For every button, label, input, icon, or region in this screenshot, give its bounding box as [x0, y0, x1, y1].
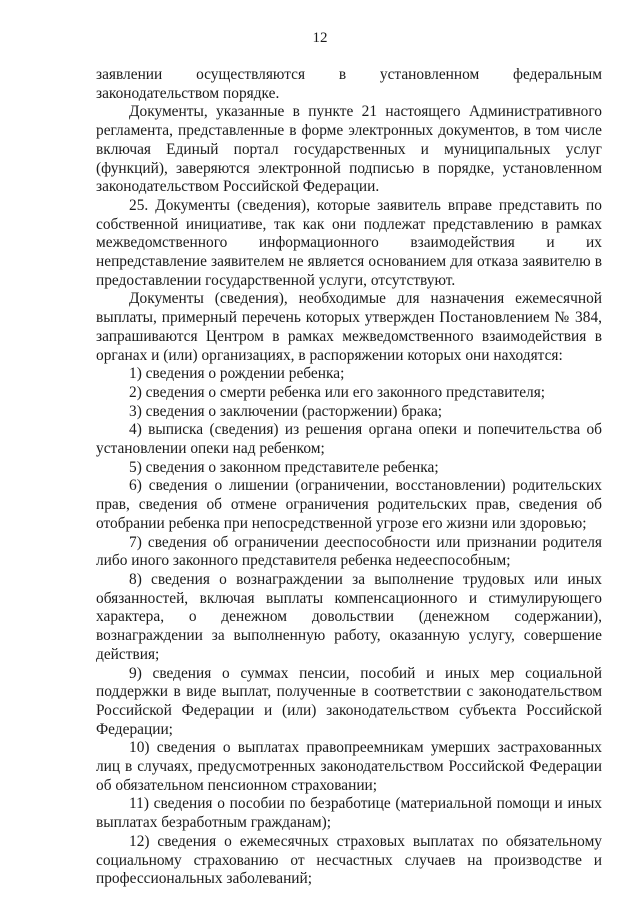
document-body — [96, 66, 602, 889]
list-item: 8) сведения о вознаграждении за выполнение трудовых или иных обязанностей, включая выплаты компенсационного и стимулирующего характера, о денежном довольствии (денежном содержании), вознаграждении за выполненную работу, оказанную услугу, совершение действия; — [96, 570, 602, 663]
page-number: 12 — [312, 30, 328, 46]
list-item: 12) сведения о ежемесячных страховых выплатах по обязательному социальному страхованию от несчастных случаев на производстве и профессиональных заболеваний; — [96, 832, 602, 888]
paragraph-continuation: заявлении осуществляются в установленном федеральным законодательством порядке. — [96, 66, 602, 102]
list-item: 2) сведения о смерти ребенка или его законного представителя; — [129, 383, 546, 401]
list-item: 10) сведения о выплатах правопреемникам умерших застрахованных лиц в случаях, предусмотренных законодательством Российской Федерации об обязательном пенсионном страховании; — [96, 739, 602, 794]
paragraph-electronic-documents: Документы, указанные в пункте 21 настоящего Административного регламента, представленные в форме электронных документов, в том числе включая Единый портал государственных и муниципальных услуг (функций), заверяются электронной подписью в порядке, установленном законодательством Российской Федерации. — [96, 103, 602, 196]
paragraph-clause-25: 25. Документы (сведения), которые заявитель вправе представить по собственной инициативе, так как они подлежат представлению в рамках межведомственного информационного взаимодействия и их непредставление заявителем не является основанием для отказа заявителю в предоставлении государственной услуги, отсутствуют. — [96, 196, 602, 289]
paragraph-required-documents: Документы (сведения), необходимые для назначения ежемесячной выплаты, примерный перечень которых утвержден Постановлением № 384, запрашиваются Центром в рамках межведомственного взаимодействия в органах и (или) организациях, в распоряжении которых они находятся: — [96, 290, 602, 364]
list-item: 6) сведения о лишении (ограничении, восстановлении) родительских прав, сведения об отмене ограничения родительских прав, сведения об отобрании ребенка при непосредственной угрозе его жизни или здоровью; — [96, 477, 602, 532]
list-item: 5) сведения о законном представителе ребенка; — [129, 458, 439, 476]
list-item: 4) выписка (сведения) из решения органа опеки и попечительства об установлении опеки над ребенком; — [96, 421, 602, 458]
list-item: 3) сведения о заключении (расторжении) брака; — [129, 402, 443, 420]
list-item: 11) сведения о пособии по безработице (материальной помощи и иных выплатах безработным гражданам); — [96, 795, 602, 832]
list-item: 1) сведения о рождении ребенка; — [129, 365, 345, 383]
list-item: 9) сведения о суммах пенсии, пособий и иных мер социальной поддержки в виде выплат, полученные в соответствии с законодательством Российской Федерации и (или) законодательством субъекта Российской Федерации; — [96, 664, 602, 738]
list-item: 7) сведения об ограничении дееспособности или признании родителя либо иного законного представителя ребенка недееспособным; — [96, 533, 602, 570]
